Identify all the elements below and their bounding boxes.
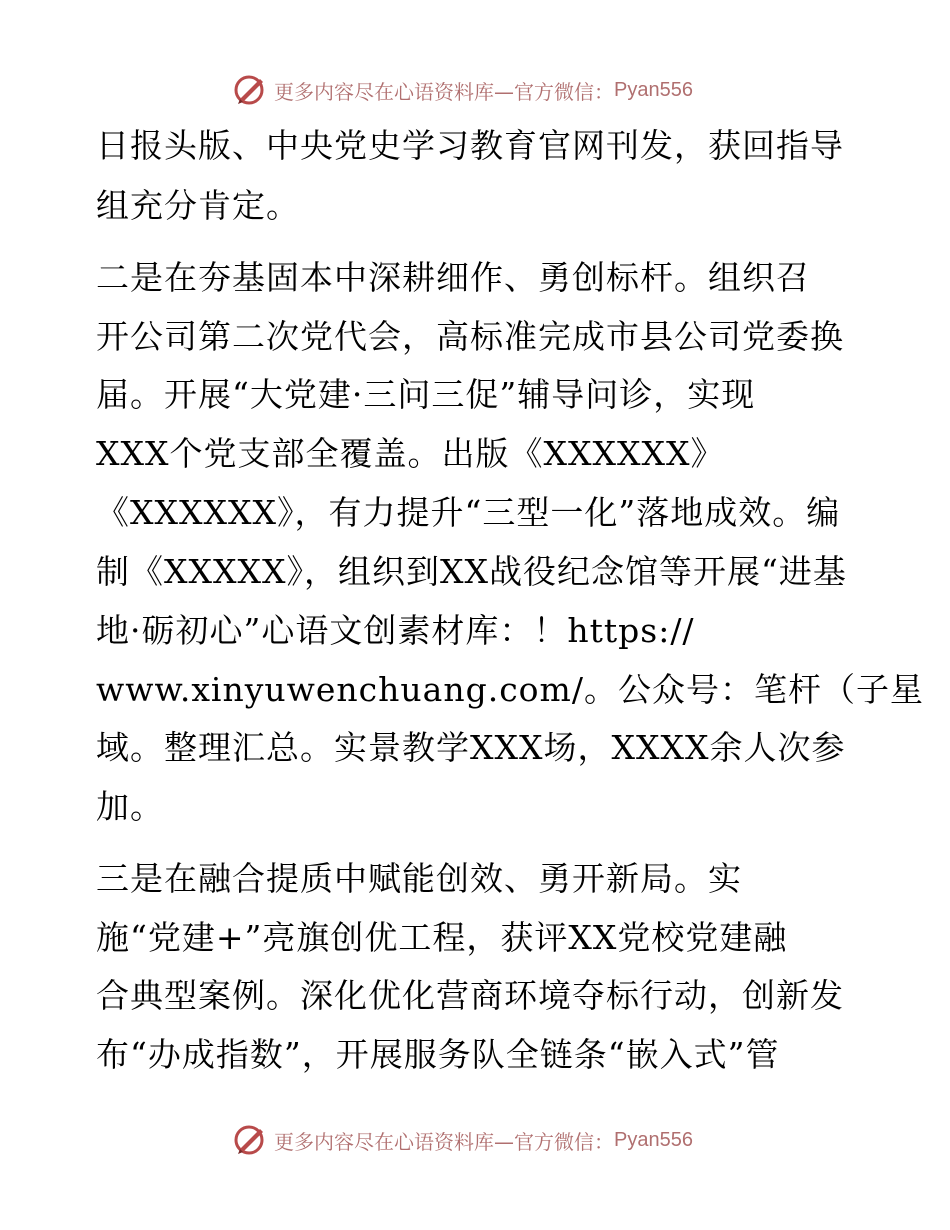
paragraph-start-line: 三是在融合提质中赋能创效、勇开新局。实 <box>96 859 742 898</box>
text-line: 合典型案例。深化优化营商环境夺标行动，创新发 <box>96 976 844 1015</box>
paragraph-start-line: 二是在夯基固本中深耕细作、勇创标杆。组织召 <box>96 258 810 297</box>
text-line: 地·砺初心”心语文创素材库：！https:// <box>96 611 695 650</box>
footer-watermark <box>232 1120 752 1160</box>
watermark-wechat-id: Pyan556 <box>614 1128 693 1151</box>
text-line: 布“办成指数”，开展服务队全链条“嵌入式”管 <box>96 1035 780 1074</box>
text-line: 加。 <box>96 787 164 826</box>
watermark-text: 更多内容尽在心语资料库—官方微信： <box>274 1129 614 1154</box>
text-line: 域。整理汇总。实景教学XXX场，XXXX余人次参 <box>96 728 846 767</box>
text-line: 届。开展“大党建·三问三促”辅导问诊，实现 <box>96 375 756 414</box>
text-line: XXX个党支部全覆盖。出版《XXXXXX》 <box>96 434 725 473</box>
text-line: 日报头版、中央党史学习教育官网刊发，获回指导 <box>96 126 844 165</box>
pen-logo-icon <box>232 72 268 108</box>
text-line: 《XXXXXX》，有力提升“三型一化”落地成效。编 <box>96 493 841 532</box>
text-line: www.xinyuwenchuang.com/。公众号：笔杆（子星 <box>96 670 924 709</box>
text-line: 施“党建+”亮旗创优工程，获评XX党校党建融 <box>96 918 788 957</box>
text-line: 组充分肯定。 <box>96 186 300 225</box>
text-line: 开公司第二次党代会，高标准完成市县公司党委换 <box>96 317 844 356</box>
watermark-text: 更多内容尽在心语资料库—官方微信： <box>274 79 614 104</box>
text-line: 制《XXXXX》，组织到XX战役纪念馆等开展“进基 <box>96 552 847 591</box>
pen-logo-icon <box>232 1122 268 1158</box>
watermark-wechat-id: Pyan556 <box>614 78 693 101</box>
header-watermark <box>232 70 752 110</box>
